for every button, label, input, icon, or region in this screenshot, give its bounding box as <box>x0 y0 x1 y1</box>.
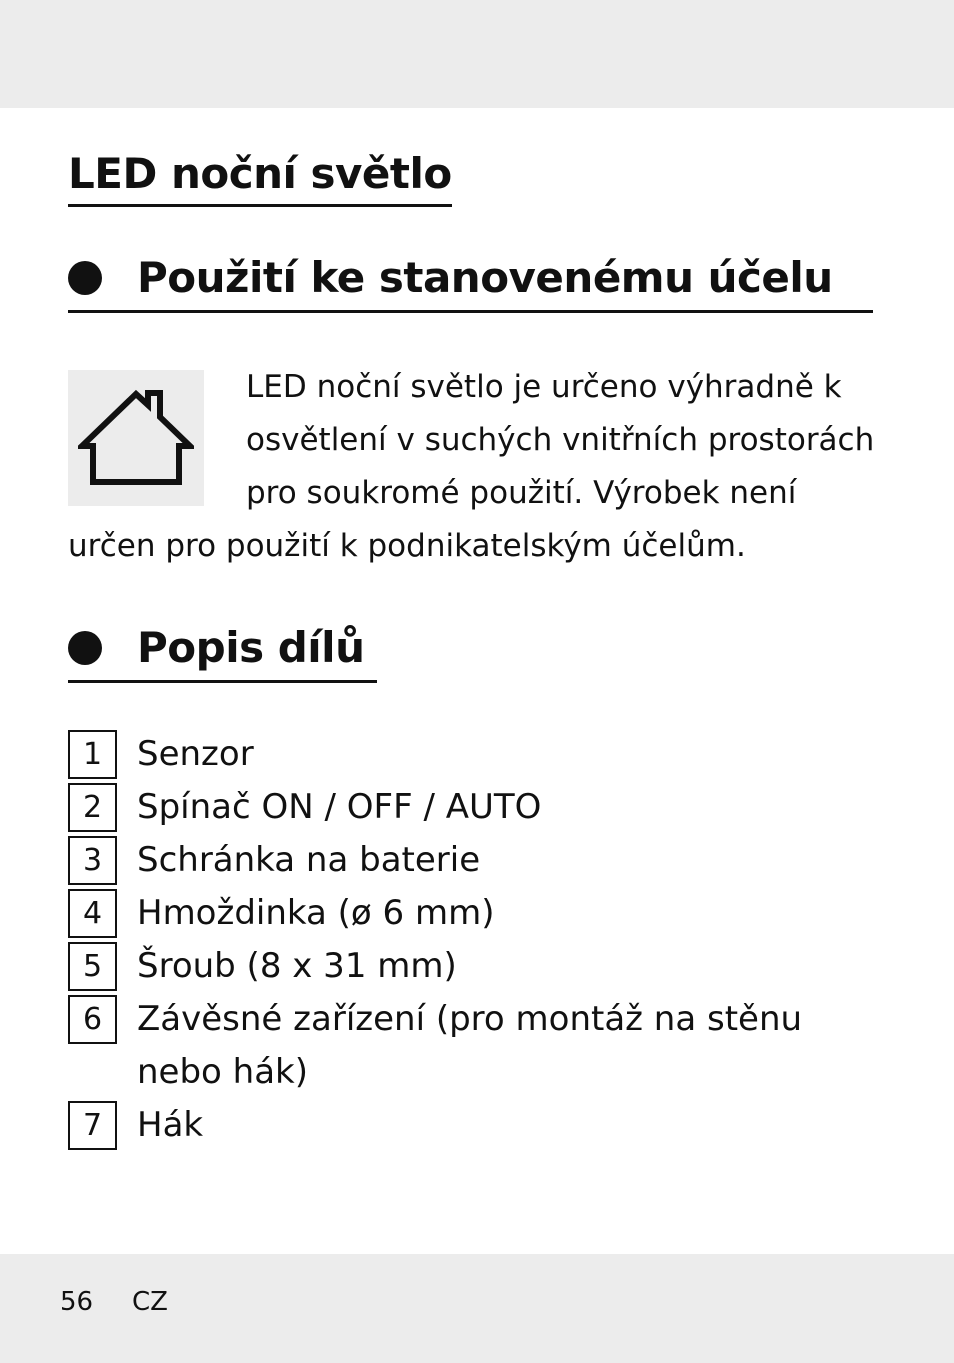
top-band <box>0 0 954 108</box>
part-number-box: 5 <box>68 942 117 991</box>
list-item <box>68 836 480 887</box>
part-number-box: 6 <box>68 995 117 1044</box>
section-heading-usage <box>68 250 873 313</box>
section-heading-parts <box>68 620 377 683</box>
section-heading-text: Popis dílů <box>137 623 365 672</box>
part-number-box: 4 <box>68 889 117 938</box>
part-number-box: 2 <box>68 783 117 832</box>
list-item <box>68 730 254 781</box>
usage-text-line: určen pro použití k podnikatelským účelům. <box>68 528 746 564</box>
document-title: LED noční světlo <box>68 146 452 207</box>
page-number: 56 <box>60 1287 94 1317</box>
usage-text-line: LED noční světlo je určeno výhradně k <box>246 369 842 405</box>
list-item <box>68 995 802 1046</box>
list-item <box>68 889 494 940</box>
part-number-box: 3 <box>68 836 117 885</box>
part-label: Schránka na baterie <box>137 840 481 880</box>
bullet-icon <box>68 631 102 665</box>
part-label: Závěsné zařízení (pro montáž na stěnu <box>137 999 803 1039</box>
part-label: Šroub (8 x 31 mm) <box>137 946 457 986</box>
list-item <box>68 942 457 993</box>
usage-text-line: osvětlení v suchých vnitřních prostorách <box>246 422 875 458</box>
language-code: CZ <box>132 1287 168 1317</box>
list-item <box>68 783 541 834</box>
part-label: Hák <box>137 1105 204 1145</box>
part-label: Spínač ON / OFF / AUTO <box>137 787 542 827</box>
part-number-box: 1 <box>68 730 117 779</box>
house-icon <box>68 370 204 506</box>
list-item <box>68 1101 203 1152</box>
section-heading-text: Použití ke stanovenému účelu <box>137 253 833 302</box>
usage-text-line: pro soukromé použití. Výrobek není <box>246 475 797 511</box>
part-label: Senzor <box>137 734 254 774</box>
house-icon-graphic <box>78 388 194 488</box>
list-item-continuation <box>117 1048 308 1099</box>
part-label-continuation: nebo hák) <box>137 1052 308 1092</box>
bullet-icon <box>68 261 102 295</box>
part-number-box: 7 <box>68 1101 117 1150</box>
part-label: Hmoždinka (ø 6 mm) <box>137 893 495 933</box>
